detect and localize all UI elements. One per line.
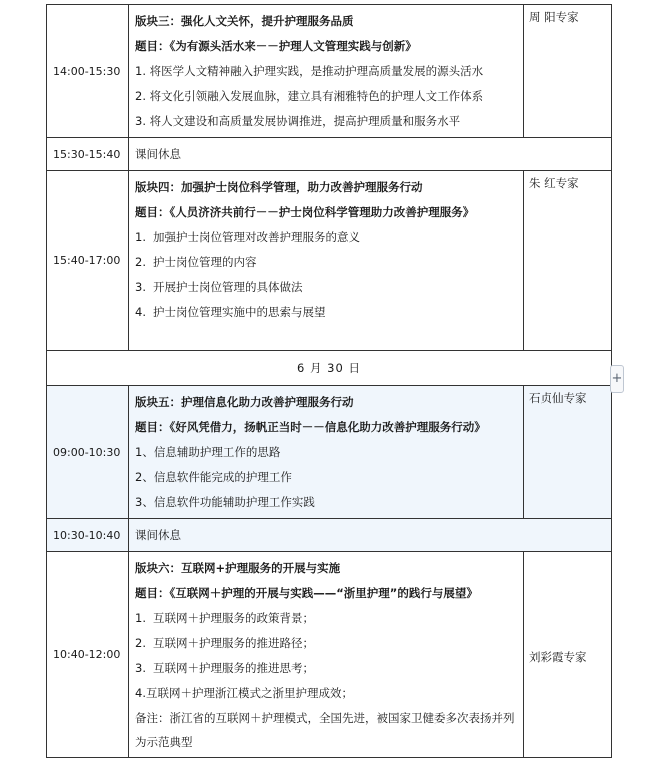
break-time: 10:30-10:40 <box>47 519 129 552</box>
break-row <box>47 519 612 552</box>
session-speaker: 石贞仙专家 <box>524 386 612 519</box>
session-item: 4.互联网＋护理浙江模式之浙里护理成效； <box>135 686 353 700</box>
session-row <box>47 171 612 351</box>
session-time: 09:00-10:30 <box>47 386 129 519</box>
session-item: 2. 将文化引领融入发展血脉，建立具有湘雅特色的护理人文工作体系 <box>135 89 484 103</box>
session-item: 1. 加强护士岗位管理对改善护理服务的意义 <box>135 230 360 244</box>
session-item: 1. 将医学人文精神融入护理实践，是推动护理高质量发展的源头活水 <box>135 64 484 78</box>
session-speaker: 周 阳专家 <box>524 5 612 138</box>
session-topic: 题目：《人员济济共前行－－护士岗位科学管理助力改善护理服务》 <box>135 205 475 219</box>
break-row <box>47 138 612 171</box>
break-time: 15:30-15:40 <box>47 138 129 171</box>
session-time: 15:40-17:00 <box>47 171 129 351</box>
session-speaker: 刘彩霞专家 <box>524 552 612 758</box>
break-label: 课间休息 <box>129 138 612 171</box>
session-heading: 版块五：护理信息化助力改善护理服务行动 <box>135 395 354 409</box>
session-note: 备注：浙江省的互联网＋护理模式，全国先进，被国家卫健委多次表扬并列为示范典型 <box>135 711 515 749</box>
session-row <box>47 386 612 519</box>
session-content <box>129 552 524 758</box>
session-item: 1、信息辅助护理工作的思路 <box>135 445 281 459</box>
session-topic: 题目：《好风凭借力，扬帆正当时－－信息化助力改善护理服务行动》 <box>135 420 486 434</box>
session-content <box>129 5 524 138</box>
schedule-table <box>46 4 612 758</box>
break-label: 课间休息 <box>129 519 612 552</box>
day-row <box>47 351 612 386</box>
session-speaker: 朱 红专家 <box>524 171 612 351</box>
session-item: 3、信息软件功能辅助护理工作实践 <box>135 495 315 509</box>
session-item: 2. 互联网＋护理服务的推进路径； <box>135 636 314 650</box>
session-heading: 版块四：加强护士岗位科学管理，助力改善护理服务行动 <box>135 180 423 194</box>
session-item: 2、信息软件能完成的护理工作 <box>135 470 292 484</box>
session-topic: 题目：《互联网＋护理的开展与实践——“浙里护理”的践行与展望》 <box>135 586 478 600</box>
session-row <box>47 5 612 138</box>
session-topic: 题目：《为有源头活水来－－护理人文管理实践与创新》 <box>135 39 417 53</box>
session-item: 3. 开展护士岗位管理的具体做法 <box>135 280 303 294</box>
session-heading: 版块六：互联网+护理服务的开展与实施 <box>135 561 341 575</box>
session-item: 3. 互联网＋护理服务的推进思考； <box>135 661 314 675</box>
session-item: 2. 护士岗位管理的内容 <box>135 255 257 269</box>
day-label: 6 月 30 日 <box>47 351 612 386</box>
session-heading: 版块三：强化人文关怀，提升护理服务品质 <box>135 14 354 28</box>
session-time: 10:40-12:00 <box>47 552 129 758</box>
plus-icon[interactable]: + <box>610 365 624 393</box>
session-row <box>47 552 612 758</box>
session-item: 1. 互联网＋护理服务的政策背景； <box>135 611 314 625</box>
session-content <box>129 171 524 351</box>
session-item: 3. 将人文建设和高质量发展协调推进，提高护理质量和服务水平 <box>135 114 461 128</box>
session-content <box>129 386 524 519</box>
session-time: 14:00-15:30 <box>47 5 129 138</box>
session-item: 4. 护士岗位管理实施中的思索与展望 <box>135 305 326 319</box>
